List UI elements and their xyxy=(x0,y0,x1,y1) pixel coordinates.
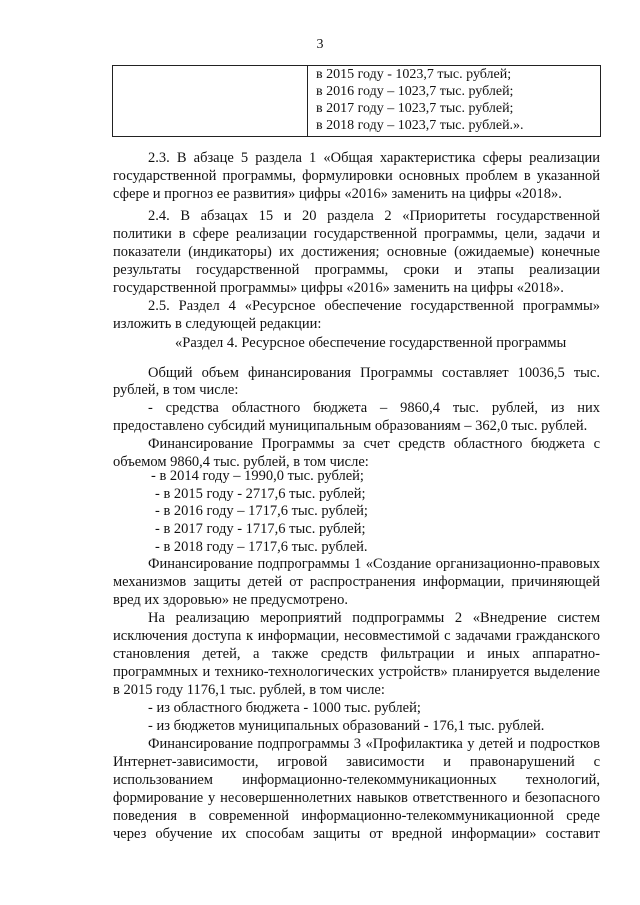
text-line: 2.4. В абзацах 15 и 20 раздела 2 «Приоритеты государственной xyxy=(148,208,600,224)
text-line: - в 2014 году – 1990,0 тыс. рублей; xyxy=(151,468,364,484)
text-line: сфере и прогноз ее развития» цифры «2016» заменить на цифры «2018». xyxy=(113,186,562,202)
text-line: «Раздел 4. Ресурсное обеспечение государственной программы xyxy=(175,335,567,351)
text-line: Общий объем финансирования Программы составляет 10036,5 тыс. xyxy=(148,365,600,381)
text-line: - из бюджетов муниципальных образований - 176,1 тыс. рублей. xyxy=(148,718,545,734)
text-line: политики в сфере реализации государственной программы, цели, задачи и xyxy=(113,226,600,242)
text-line: - в 2015 году - 2717,6 тыс. рублей; xyxy=(155,486,366,502)
funding-table xyxy=(112,65,601,137)
text-line: Финансирование подпрограммы 1 «Создание организационно-правовых xyxy=(148,556,600,572)
text-line: изложить в следующей редакции: xyxy=(113,316,322,332)
table-empty-cell xyxy=(113,66,308,137)
text-line: государственной программы» цифры «2016» заменить на цифры «2018». xyxy=(113,280,564,296)
text-line: предоставлено субсидий муниципальным образованиям – 362,0 тыс. рублей. xyxy=(113,418,588,434)
table-row: в 2018 году – 1023,7 тыс. рублей.». xyxy=(316,118,524,133)
text-line: результаты государственной программы, сроки и этапы реализации xyxy=(113,262,600,278)
text-line: На реализацию мероприятий подпрограммы 2 «Внедрение систем xyxy=(148,610,600,626)
text-line: объемом 9860,4 тыс. рублей, в том числе: xyxy=(113,454,369,470)
table-row: в 2016 году – 1023,7 тыс. рублей; xyxy=(316,84,514,99)
table-row: в 2017 году – 1023,7 тыс. рублей; xyxy=(316,101,514,116)
text-line: Интернет-зависимости, игровой зависимости и правонарушений с xyxy=(113,754,600,770)
text-line: становления детей, а также средств фильтрации и иных аппаратно- xyxy=(113,646,600,662)
text-line: - средства областного бюджета – 9860,4 тыс. рублей, из них xyxy=(148,400,600,416)
text-line: исключения доступа к информации, несовместимой с задачами гражданского xyxy=(113,628,600,644)
table-values-cell xyxy=(308,66,601,137)
text-line: Финансирование подпрограммы 3 «Профилактика у детей и подростков xyxy=(148,736,600,752)
text-line: через обучение их способам защиты от вредной информации» составит xyxy=(113,826,600,842)
text-line: - в 2016 году – 1717,6 тыс. рублей; xyxy=(155,503,368,519)
page-number: 3 xyxy=(316,37,324,52)
text-line: 2.5. Раздел 4 «Ресурсное обеспечение государственной программы» xyxy=(148,298,600,314)
text-line: формирование у несовершеннолетних навыков ответственного и безопасного xyxy=(113,790,600,806)
table-row: в 2015 году - 1023,7 тыс. рублей; xyxy=(316,67,512,82)
text-line: - из областного бюджета - 1000 тыс. рублей; xyxy=(148,700,421,716)
text-line: Финансирование Программы за счет средств областного бюджета с xyxy=(148,436,600,452)
text-line: 2.3. В абзаце 5 раздела 1 «Общая характеристика сферы реализации xyxy=(148,150,600,166)
text-line: программных и технико-технологических устройств» планируется выделение xyxy=(113,664,600,680)
text-line: показатели (индикаторы) их достижения; основные (ожидаемые) конечные xyxy=(113,244,600,260)
text-line: - в 2018 году – 1717,6 тыс. рублей. xyxy=(155,539,368,555)
text-line: поведения в современной информационно-телекоммуникационной среде xyxy=(113,808,600,824)
text-line: рублей, в том числе: xyxy=(113,382,239,398)
text-line: вред их здоровью» не предусмотрено. xyxy=(113,592,348,608)
text-line: - в 2017 году - 1717,6 тыс. рублей; xyxy=(155,521,366,537)
text-line: использованием информационно-телекоммуникационных технологий, xyxy=(113,772,600,788)
text-line: государственной программы, формулировки основных проблем в указанной xyxy=(113,168,600,184)
text-line: механизмов защиты детей от распространения информации, причиняющей xyxy=(113,574,600,590)
text-line: в 2015 году 1176,1 тыс. рублей, в том числе: xyxy=(113,682,385,698)
